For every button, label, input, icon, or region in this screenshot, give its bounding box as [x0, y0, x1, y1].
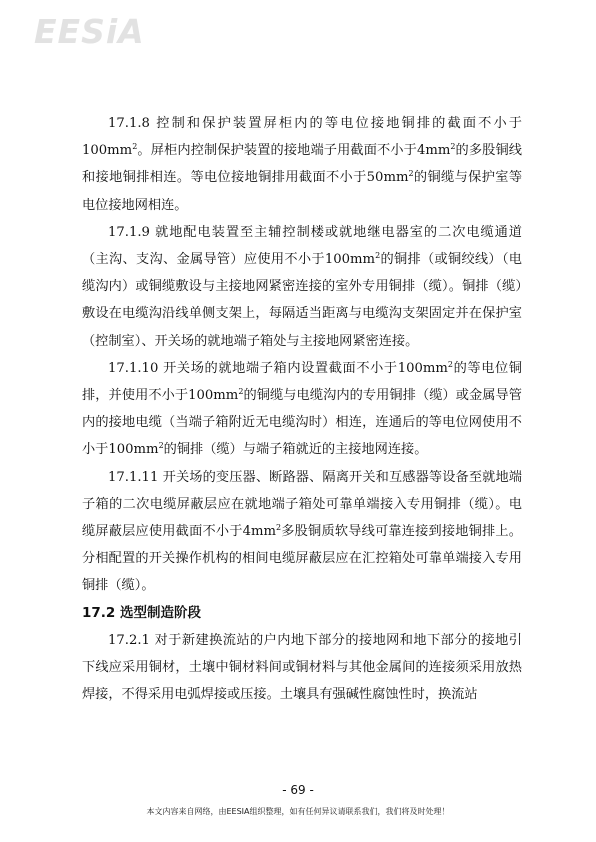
text-span: 17.1.10 开关场的就地端子箱内设置截面不小于100mm: [108, 360, 448, 376]
text-span: 的铜缆与电缆沟内的专用铜排（缆）或金属导管内的接地电缆（当端子箱附近无电缆沟时）相连，连通后的等电位网使用不小于100mm: [82, 388, 522, 458]
superscript: 2: [408, 169, 414, 179]
paragraph-17-1-8: [82, 110, 522, 219]
text-span: 的铜缆与保护室等电位接地网相连。: [82, 170, 523, 213]
paragraph-17-1-11: [82, 464, 522, 600]
superscript: 2: [375, 251, 381, 261]
document-body: [82, 110, 522, 708]
paragraph-17-1-10: [82, 355, 522, 464]
footer-disclaimer: 本文内容来自网络，由EESIA组织整理，如有任何异议请联系我们，我们将及时处理！: [146, 807, 450, 816]
text-span: 的铜排（缆）与端子箱就近的主接地网连接。: [163, 442, 428, 458]
text-span: 的铜排（或铜绞线）（电缆沟内）或铜缆敷设与主接地网紧密连接的室外专用铜排（缆）。铜排（缆）敷设在电缆沟沿线单侧支架上，每隔适当距离与电缆沟支架固定并在保护室（控制室）、开关场的就地端子箱处与主接地网紧密连接。: [82, 252, 522, 349]
text-span: 17.1.11 开关场的变压器、断路器、隔离开关和互感器等设备至就地端子箱的二次电缆屏蔽层应在就地端子箱处可靠单端接入专用铜排（缆）。电缆屏蔽层应使用截面不小于4mm: [82, 469, 522, 540]
superscript: 2: [158, 441, 164, 451]
paragraph-17-1-9: [82, 219, 522, 355]
text-span: 。屏柜内控制保护装置的接地端子用截面不小于4mm: [137, 143, 451, 159]
page-number: - 69 -: [282, 783, 314, 797]
superscript: 2: [132, 142, 138, 152]
text-span: 17.1.8 控制和保护装置屏柜内的等电位接地铜排的截面不小于100mm: [82, 116, 522, 159]
eesia-watermark-logo: EESiA: [34, 12, 145, 51]
superscript: 2: [276, 523, 282, 533]
superscript: 2: [450, 142, 456, 152]
superscript: 2: [447, 359, 453, 369]
text-span: 多股铜质软导线可靠连接到接地铜排上。分相配置的开关操作机构的相间电缆屏蔽层应在汇控箱处可靠单端接入专用铜排（缆）。: [82, 524, 522, 594]
text-span: 17.1.9 就地配电装置至主辅控制楼或就地继电器室的二次电缆通道（主沟、支沟、金属导管）应使用不小于100mm: [82, 224, 522, 268]
superscript: 2: [238, 387, 244, 397]
text-span: 的多股铜线和接地铜排相连。等电位接地铜排用截面不小于50mm: [82, 143, 522, 186]
text-span: 的等电位铜排，并使用不小于100mm: [82, 360, 522, 404]
paragraph-17-2-1: 17.2.1 对于新建换流站的户内地下部分的接地网和地下部分的接地引下线应采用铜材，土壤中铜材料间或铜材料与其他金属间的连接须采用放热焊接，不得采用电弧焊接或压接。土壤具有强碱性腐蚀性时，换流站: [82, 632, 522, 703]
section-heading-17-2: 17.2 选型制造阶段: [82, 604, 202, 621]
